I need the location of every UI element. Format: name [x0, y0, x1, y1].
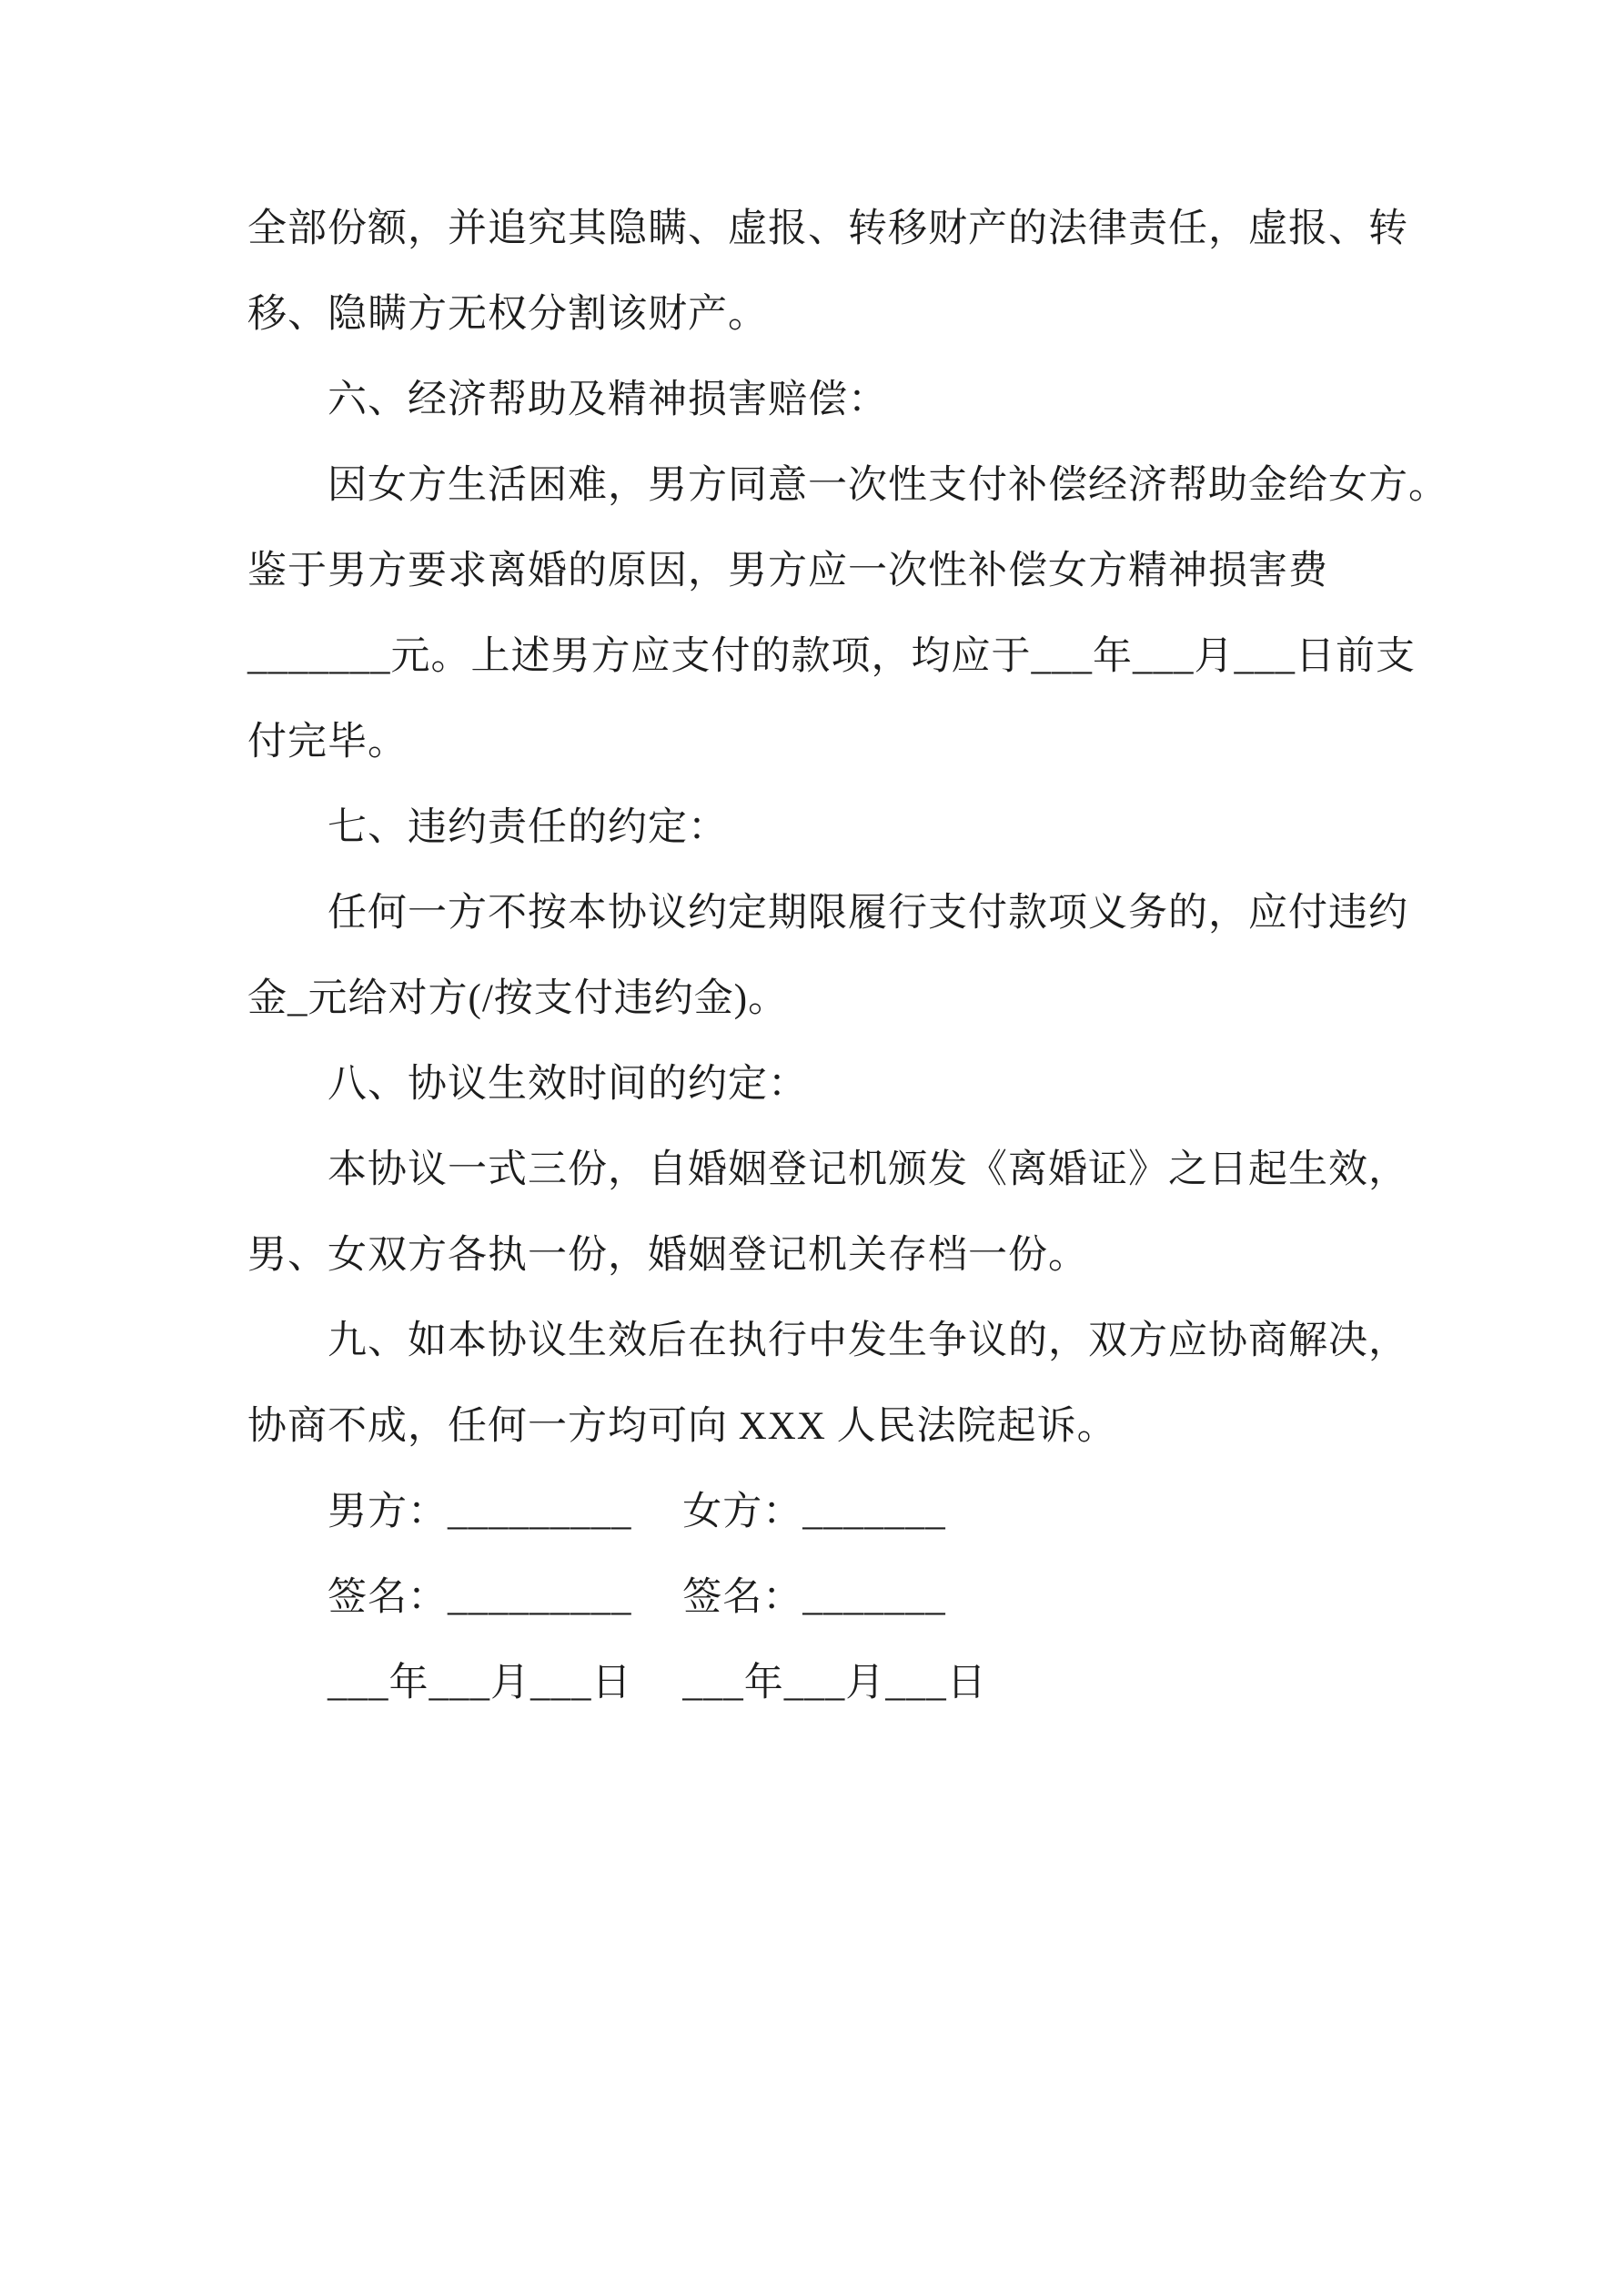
text-line: 全部份额，并追究其隐瞒、虚报、转移财产的法律责任，虚报、转	[247, 207, 1408, 250]
section-heading-seven: 七、违约责任的约定：	[328, 806, 728, 849]
signature-name-line: 签名：_________ 签名：_______	[328, 1576, 946, 1619]
section-heading-six: 六、经济帮助及精神损害赔偿：	[328, 379, 888, 421]
text-line: 鉴于男方要求离婚的原因，男方应一次性补偿女方精神损害费	[247, 550, 1328, 592]
text-line: 付完毕。	[247, 721, 408, 764]
text-line: 男、女双方各执一份，婚姻登记机关存档一份。	[247, 1234, 1088, 1277]
text-line: 金_元给对方(/按支付违约金)。	[247, 977, 789, 1020]
section-heading-nine: 九、如本协议生效后在执行中发生争议的，双方应协商解决，	[328, 1320, 1408, 1362]
text-line: 任何一方不按本协议约定期限履行支付款项义务的，应付违约	[328, 892, 1408, 935]
section-heading-eight: 八、协议生效时间的约定：	[328, 1063, 808, 1106]
text-line: 移、隐瞒方无权分割该财产。	[247, 293, 768, 336]
text-line: 协商不成，任何一方均可向 XXX 人民法院起诉。	[247, 1405, 1117, 1448]
text-line: 本协议一式三份，自婚姻登记机颁发《离婚证》之日起生效，	[328, 1148, 1408, 1191]
signature-party-line: 男方：_________ 女方：_______	[328, 1491, 946, 1533]
signature-date-line: ___年___月___日 ___年___月___日	[328, 1662, 987, 1704]
text-line: _______元。上述男方应支付的款项，均应于___年___月___日前支	[247, 635, 1416, 678]
text-line: 因女方生活困难，男方同意一次性支付补偿经济帮助金给女方。	[328, 464, 1448, 507]
document-body	[247, 187, 1448, 1726]
